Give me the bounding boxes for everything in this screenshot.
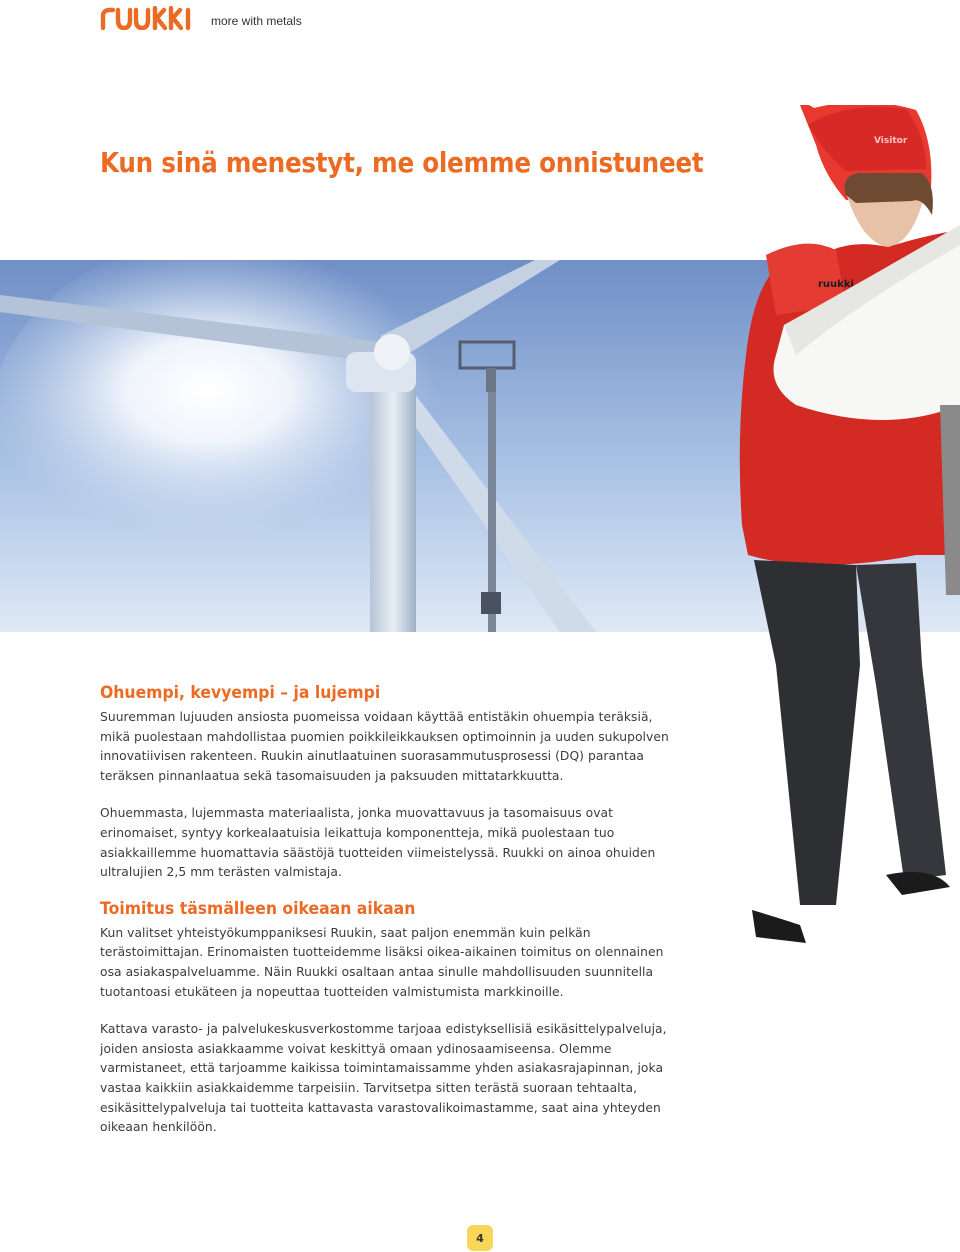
page-header	[100, 4, 302, 30]
section-heading: Toimitus täsmälleen oikeaan aikaan	[100, 898, 416, 919]
main-content	[100, 682, 670, 1138]
jacket-label: ruukki	[818, 279, 854, 290]
paragraph: Kun valitset yhteistyökumppaniksesi Ruukin, saat paljon enemmän kuin pelkän terästoimittajan. Erinomaisten tuotteidemme lisäksi oikea-aikainen toimitus on olennainen osa asiakaspalveluamme. Näin Ruukki osaltaan antaa sinulle mahdollisuuden suunnitella tuotantoasi etukäteen ja nopeuttaa tuotteiden valmistumista markkinoille.	[100, 925, 664, 999]
section-heading: Ohuempi, kevyempi – ja lujempi	[100, 683, 381, 703]
engineer-in-red-jacket-holding-blueprint	[736, 105, 960, 950]
paragraph: Kattava varasto- ja palvelukeskusverkostomme tarjoaa edistyksellisiä esikäsittelypalveluja, joiden ansiosta asiakkaamme voivat keskittyä omaan ydinosaamiseensa. Olemme varmistaneet, että tarjoamme kaikissa toimintamaissamme yhden asiakasrajapinnan, joka vastaa kaikkiin asiakkaidemme tarpeisiin. Tarvitsetpa sitten terästä suoraan tehtaalta, esikäsittelypalveluja tai tuotteita kattavasta varastovalikoimastamme, saat aina yhteyden oikeaan henkilöön.	[100, 1022, 667, 1135]
ruukki-logo	[100, 6, 202, 30]
page-number: 4	[467, 1225, 493, 1251]
page-title: Kun sinä menestyt, me olemme onnistuneet	[100, 146, 704, 179]
paragraph: Suuremman lujuuden ansiosta puomeissa voidaan käyttää entistäkin ohuempia teräksiä, mikä puolestaan mahdollistaa puomien poikkileikkauksen optimoinnin ja uuden sukupolven innovatiivisen rakenteen. Ruukin ainutlaatuinen suorasammutusprosessi (DQ) parantaa teräksen pinnanlaatua sekä tasomaisuuden ja paksuuden mittatarkkuutta.	[100, 710, 669, 783]
paragraph: Ohuemmasta, lujemmasta materiaalista, jonka muovattavuus ja tasomaisuus ovat erinomaiset, syntyy korkealaatuisia leikattuja komponentteja, mikä puolestaan tuo asiakkaillemme huomattavia säästöjä tuotteiden viimeistelyssä. Ruukki on ainoa ohuiden ultralujien 2,5 mm terästen valmistaja.	[100, 806, 656, 880]
section-thinner-lighter-stronger	[100, 682, 670, 883]
helmet-label: Visitor	[874, 136, 908, 146]
tagline: more with metals	[211, 14, 302, 28]
section-on-time-delivery	[100, 898, 670, 1138]
